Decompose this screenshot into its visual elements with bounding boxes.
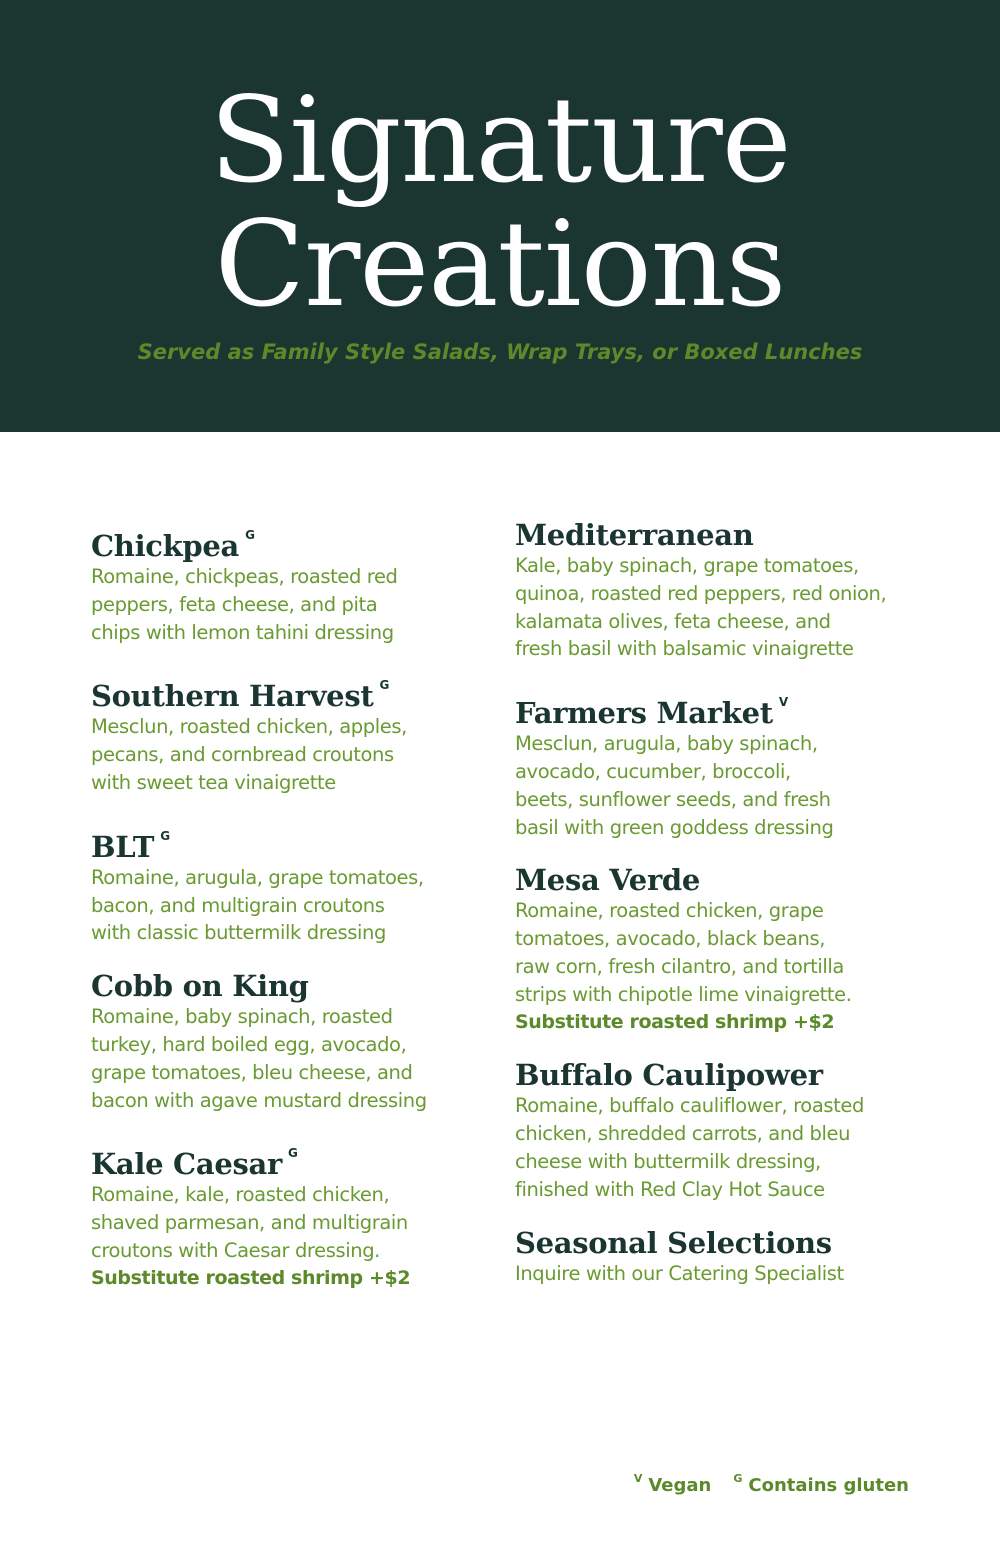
menu-item-title: Farmers Market [515, 696, 773, 731]
menu-item-title: Cobb on King [91, 969, 309, 1004]
menu-item-name [515, 685, 935, 730]
menu-item-name [515, 518, 935, 552]
menu-item-description-line: kalamata olives, feta cheese, and [515, 609, 831, 633]
menu-item-description-line: peppers, feta cheese, and pita [91, 592, 378, 616]
menu-item-description-line: Romaine, baby spinach, roasted [91, 1005, 393, 1029]
menu-item [515, 518, 935, 663]
menu-item-description-line: shaved parmesan, and multigrain [91, 1211, 408, 1235]
legend-vegan [634, 1472, 712, 1496]
menu-item-title: BLT [91, 829, 155, 864]
menu-item-name [91, 1136, 491, 1181]
menu-item [91, 969, 491, 1114]
menu-item-description-line: Romaine, roasted chicken, grape [515, 899, 824, 923]
menu-item-description-line: tomatoes, avocado, black beans, [515, 927, 826, 951]
menu-item-name [91, 668, 491, 713]
dietary-mark: G [379, 678, 390, 693]
menu-item-description-line: avocado, cucumber, broccoli, [515, 759, 791, 783]
dietary-mark: G [287, 1146, 298, 1161]
gluten-label: Contains gluten [748, 1475, 909, 1496]
menu-item-description-line: turkey, hard boiled egg, avocado, [91, 1032, 407, 1056]
menu-item-name [515, 1226, 935, 1260]
gluten-mark: G [733, 1472, 743, 1485]
menu-item-name [91, 518, 491, 563]
menu-column-right [515, 518, 935, 1309]
menu-item-description-line: bacon, and multigrain croutons [91, 893, 385, 917]
subtitle: Served as Family Style Salads, Wrap Trays, or Boxed Lunches [137, 340, 863, 364]
menu-item-title: Southern Harvest [91, 679, 374, 714]
menu-item [91, 518, 491, 646]
page-title [0, 71, 1000, 333]
menu-item [515, 863, 935, 1036]
menu-item-title: Mediterranean [515, 518, 754, 552]
menu-item-name [515, 1058, 935, 1092]
dietary-mark: V [778, 695, 788, 710]
menu-item-name [91, 819, 491, 864]
menu-item-description-line: raw corn, fresh cilantro, and tortilla [515, 954, 844, 978]
menu-item-description-line: with classic buttermilk dressing [91, 921, 386, 945]
menu-item-description-line: Romaine, arugula, grape tomatoes, [91, 865, 424, 889]
header-banner [0, 0, 1000, 432]
menu-item-description-line: Kale, baby spinach, grape tomatoes, [515, 554, 859, 577]
menu-item-description-line: cheese with buttermilk dressing, [515, 1149, 821, 1173]
menu-item [515, 1226, 935, 1288]
menu-item [91, 1136, 491, 1292]
menu-item-description-line: Mesclun, roasted chicken, apples, [91, 715, 407, 739]
menu-item-title: Mesa Verde [515, 863, 701, 898]
menu-item-description-line: with sweet tea vinaigrette [91, 770, 336, 794]
menu-item-name [91, 969, 491, 1003]
menu-item [91, 819, 491, 947]
menu-column-left [91, 518, 491, 1315]
dietary-mark: G [160, 828, 170, 843]
menu-item-description-line: finished with Red Clay Hot Sauce [515, 1177, 825, 1201]
menu-item-description-line: Romaine, buffalo cauliflower, roasted [515, 1094, 864, 1118]
menu-item-description-line: croutons with Caesar dressing. [91, 1238, 380, 1262]
menu-item-description-line: fresh basil with balsamic vinaigrette [515, 637, 854, 661]
menu-item-description-line: chips with lemon tahini dressing [91, 620, 394, 644]
menu-item-description-line: Romaine, chickpeas, roasted red [91, 565, 398, 588]
title-line-1: Signature [209, 71, 791, 209]
menu-item-description-line: basil with green goddess dressing [515, 815, 834, 839]
menu-item-description-line: Inquire with our Catering Specialist [515, 1261, 844, 1285]
menu-item-name [515, 863, 935, 897]
menu-item-title: Kale Caesar [91, 1147, 282, 1182]
legend-gluten [733, 1472, 909, 1496]
menu-item-description-line: Romaine, kale, roasted chicken, [91, 1183, 390, 1207]
menu-item [515, 685, 935, 841]
menu-item-description-line: beets, sunflower seeds, and fresh [515, 787, 831, 811]
menu-item-title: Chickpea [91, 529, 240, 563]
legend [634, 1472, 909, 1496]
menu-item-title: Buffalo Caulipower [515, 1058, 823, 1093]
dietary-mark: G [245, 528, 255, 542]
substitution-note: Substitute roasted shrimp +$2 [91, 1266, 411, 1289]
menu-item-description-line: strips with chipotle lime vinaigrette. [515, 982, 852, 1006]
menu-item-description-line: Mesclun, arugula, baby spinach, [515, 732, 818, 756]
vegan-mark: V [633, 1472, 643, 1485]
menu-item-description-line: bacon with agave mustard dressing [91, 1088, 427, 1112]
menu-item-description-line: chicken, shredded carrots, and bleu [515, 1122, 851, 1146]
menu-item-description-line: quinoa, roasted red peppers, red onion, [515, 581, 887, 605]
title-line-2: Creations [214, 195, 786, 333]
menu-item-description-line: grape tomatoes, bleu cheese, and [91, 1060, 413, 1084]
substitution-note: Substitute roasted shrimp +$2 [515, 1010, 835, 1033]
menu-item-title: Seasonal Selections [515, 1225, 832, 1260]
menu-item-description-line: pecans, and cornbread croutons [91, 743, 394, 767]
menu-item [91, 668, 491, 796]
menu-item [515, 1058, 935, 1203]
vegan-label: Vegan [648, 1475, 712, 1496]
